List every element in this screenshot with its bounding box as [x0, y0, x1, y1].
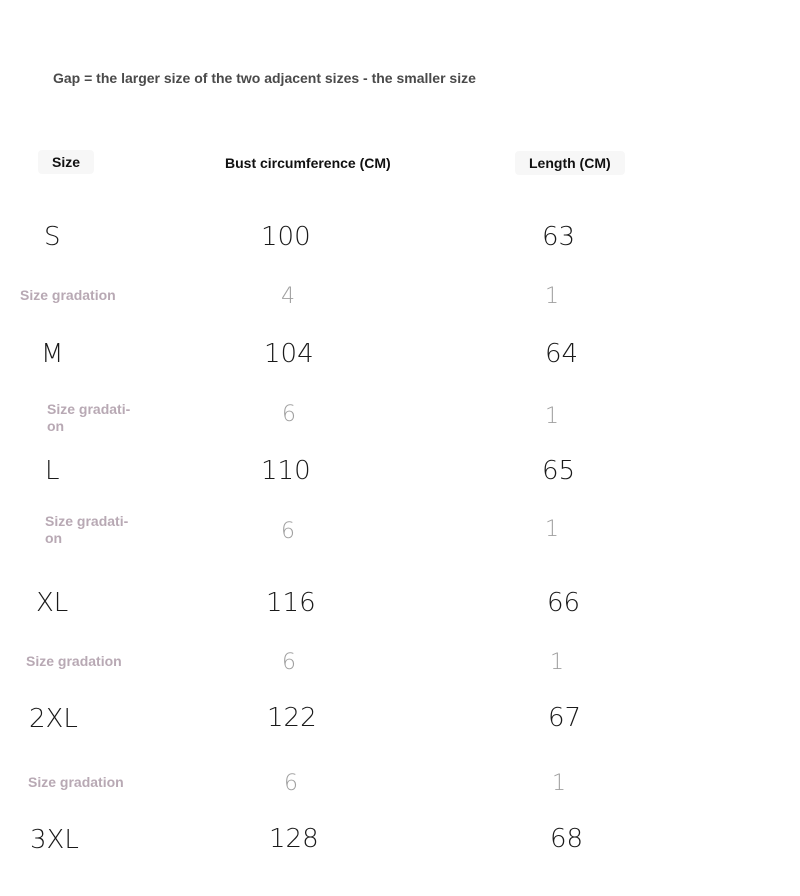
bust-xl: 116 — [266, 588, 316, 618]
bust-s: 100 — [261, 222, 311, 252]
gradation-label: Size gradati-on — [47, 401, 131, 434]
bust-3xl: 128 — [269, 824, 319, 854]
size-2xl: 2XL — [29, 704, 78, 734]
header-length: Length (CM) — [515, 151, 625, 175]
size-l: L — [45, 456, 60, 486]
length-m: 64 — [545, 339, 579, 369]
gradation-length: 1 — [545, 404, 559, 429]
length-3xl: 68 — [550, 824, 584, 854]
gradation-bust: 6 — [281, 519, 295, 544]
size-m: M — [41, 339, 64, 369]
gap-note: Gap = the larger size of the two adjacent sizes - the smaller size — [53, 70, 476, 86]
length-l: 65 — [542, 456, 576, 486]
length-s: 63 — [542, 222, 576, 252]
gradation-label: Size gradation — [28, 774, 124, 790]
gradation-length: 1 — [545, 517, 559, 542]
gradation-length: 1 — [552, 771, 566, 796]
length-2xl: 67 — [548, 703, 582, 733]
gradation-bust: 4 — [281, 284, 295, 309]
gradation-length: 1 — [545, 284, 559, 309]
bust-l: 110 — [261, 456, 311, 486]
header-bust: Bust circumference (CM) — [225, 155, 391, 171]
gradation-bust: 6 — [282, 650, 296, 675]
gradation-label: Size gradati-on — [45, 513, 129, 546]
size-xl: XL — [36, 588, 69, 618]
gradation-bust: 6 — [284, 771, 298, 796]
header-size: Size — [38, 150, 94, 174]
gradation-length: 1 — [550, 650, 564, 675]
bust-m: 104 — [264, 339, 314, 369]
gradation-bust: 6 — [282, 402, 296, 427]
size-3xl: 3XL — [30, 825, 79, 855]
gradation-label: Size gradation — [20, 287, 116, 303]
size-s: S — [44, 222, 61, 252]
length-xl: 66 — [547, 588, 581, 618]
gradation-label: Size gradation — [26, 653, 122, 669]
bust-2xl: 122 — [267, 703, 317, 733]
